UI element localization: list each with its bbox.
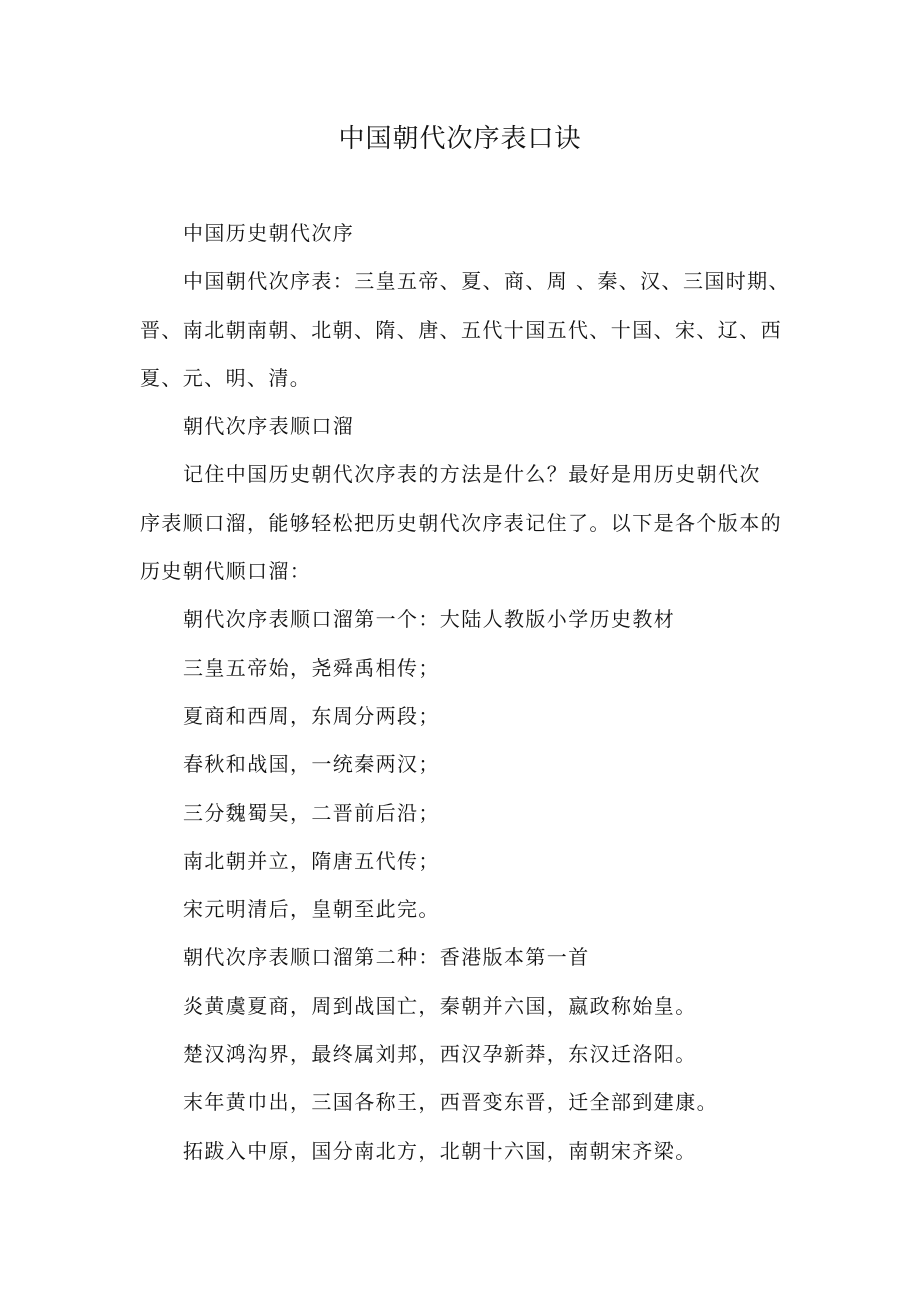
text-line: 中国历史朝代次序: [183, 221, 355, 245]
text-line: 楚汉鸿沟界，最终属刘邦，西汉孕新莽，东汉迁洛阳。: [183, 1042, 697, 1067]
text-line: 炎黄虞夏商，周到战国亡，秦朝并六国，嬴政称始皇。: [183, 993, 697, 1018]
text-line: 夏商和西周，东周分两段；: [183, 703, 440, 728]
text-line: 朝代次序表顺口溜: [183, 414, 355, 439]
document-title: 中国朝代次序表口诀: [338, 124, 582, 154]
text-line: 三皇五帝始，尧舜禹相传；: [183, 655, 440, 680]
text-line: 中国朝代次序表：三皇五帝、夏、商、周 、秦、汉、三国时期、: [183, 269, 790, 294]
text-line: 三分魏蜀吴，二晋前后沿；: [183, 800, 440, 825]
text-line: 晋、南北朝南朝、北朝、隋、唐、五代十国五代、十国、宋、辽、西: [140, 317, 782, 342]
text-line: 记住中国历史朝代次序表的方法是什么？最好是用历史朝代次: [183, 462, 761, 487]
text-line: 宋元明清后，皇朝至此完。: [183, 897, 440, 922]
text-line: 序表顺口溜，能够轻松把历史朝代次序表记住了。以下是各个版本的: [140, 510, 782, 535]
text-line: 末年黄巾出，三国各称王，西晋变东晋，迁全部到建康。: [183, 1090, 718, 1115]
text-line: 朝代次序表顺口溜第一个：大陆人教版小学历史教材: [183, 607, 676, 632]
text-line: 春秋和战国，一统秦两汉；: [183, 752, 440, 777]
text-line: 历史朝代顺口溜：: [140, 559, 312, 584]
text-line: 拓跋入中原，国分南北方，北朝十六国，南朝宋齐梁。: [183, 1138, 697, 1163]
document-body: [140, 217, 820, 1183]
text-line: 夏、元、明、清。: [140, 365, 312, 390]
text-line: 南北朝并立，隋唐五代传；: [183, 848, 440, 873]
text-line: 朝代次序表顺口溜第二种：香港版本第一首: [183, 945, 590, 970]
